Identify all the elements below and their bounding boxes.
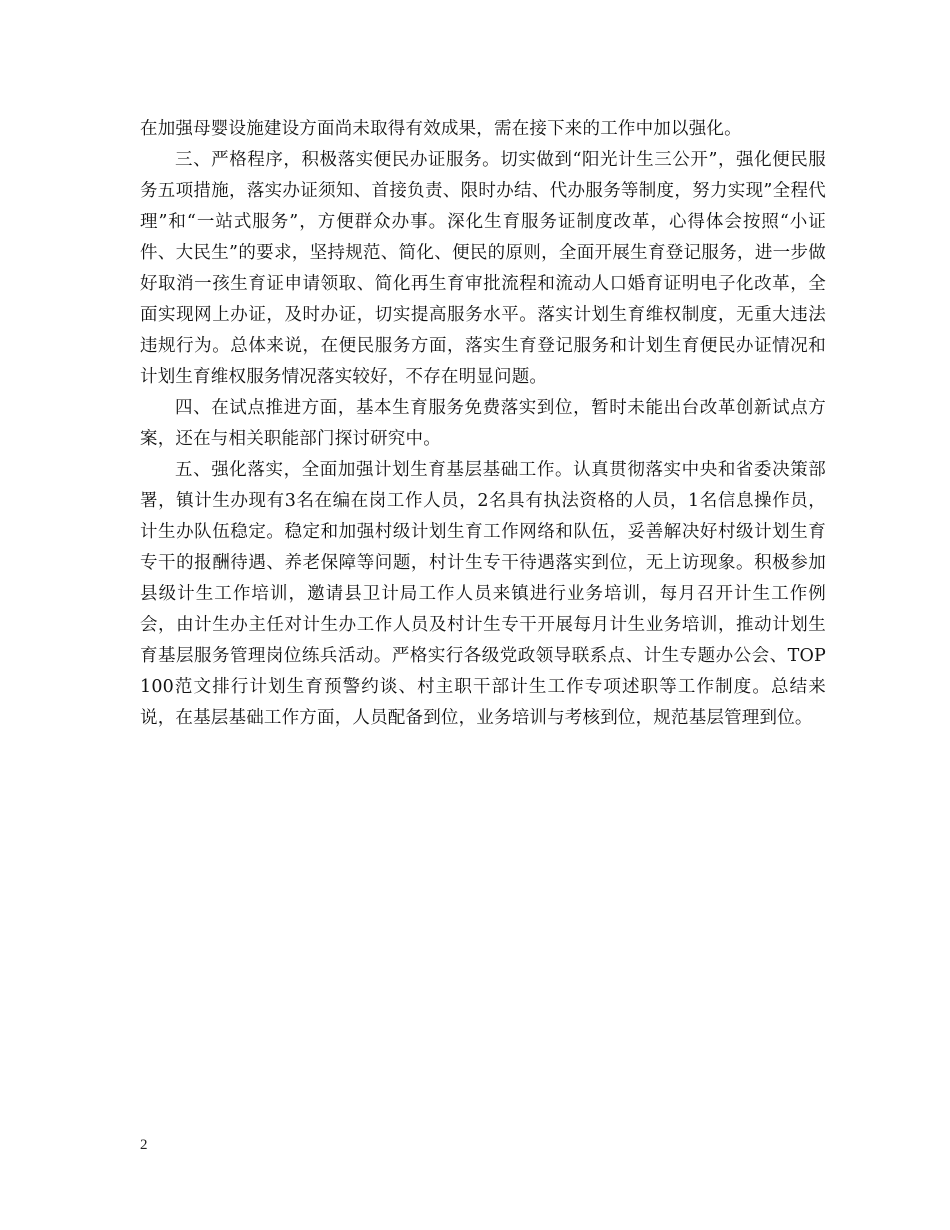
paragraph-section-three: 三、严格程序，积极落实便民办证服务。切实做到“阳光计生三公开”，强化便民服务五项措施，落实办证须知、首接负责、限时办结、代办服务等制度，努力实现”全程代理”和“一站式服务”，方便群众办事。深化生育服务证制度改革，心得体会按照“小证件、大民生”的要求，坚持规范、简化、便民的原则，全面开展生育登记服务，进一步做好取消一孩生育证申请领取、简化再生育审批流程和流动人口婚育证明电子化改革，全面实现网上办证，及时办证，切实提高服务水平。落实计划生育维权制度，无重大违法违规行为。总体来说，在便民服务方面，落实生育登记服务和计划生育便民办证情况和计划生育维权服务情况落实较好，不存在明显问题。: [140, 150, 826, 387]
paragraph-continuation: 在加强母婴设施建设方面尚未取得有效成果，需在接下来的工作中加以强化。: [140, 119, 742, 139]
paragraph-section-five: 五、强化落实，全面加强计划生育基层基础工作。认真贯彻落实中央和省委决策部署，镇计生办现有3名在编在岗工作人员，2名具有执法资格的人员，1名信息操作员，计生办队伍稳定。稳定和加强村级计划生育工作网络和队伍，妥善解决好村级计划生育专干的报酬待遇、养老保障等问题，村计生专干待遇落实到位，无上访现象。积极参加县级计生工作培训，邀请县卫计局工作人员来镇进行业务培训，每月召开计生工作例会，由计生办主任对计生办工作人员及村计生专干开展每月计生业务培训，推动计划生育基层服务管理岗位练兵活动。严格实行各级党政领导联系点、计生专题办公会、TOP100范文排行计划生育预警约谈、村主职干部计生工作专项述职等工作制度。总结来说，在基层基础工作方面，人员配备到位，业务培训与考核到位，规范基层管理到位。: [140, 460, 826, 728]
page-number: 2: [140, 1137, 148, 1153]
paragraph-section-four: 四、在试点推进方面，基本生育服务免费落实到位，暂时未能出台改革创新试点方案，还在与相关职能部门探讨研究中。: [140, 398, 826, 449]
document-body: [140, 114, 826, 734]
